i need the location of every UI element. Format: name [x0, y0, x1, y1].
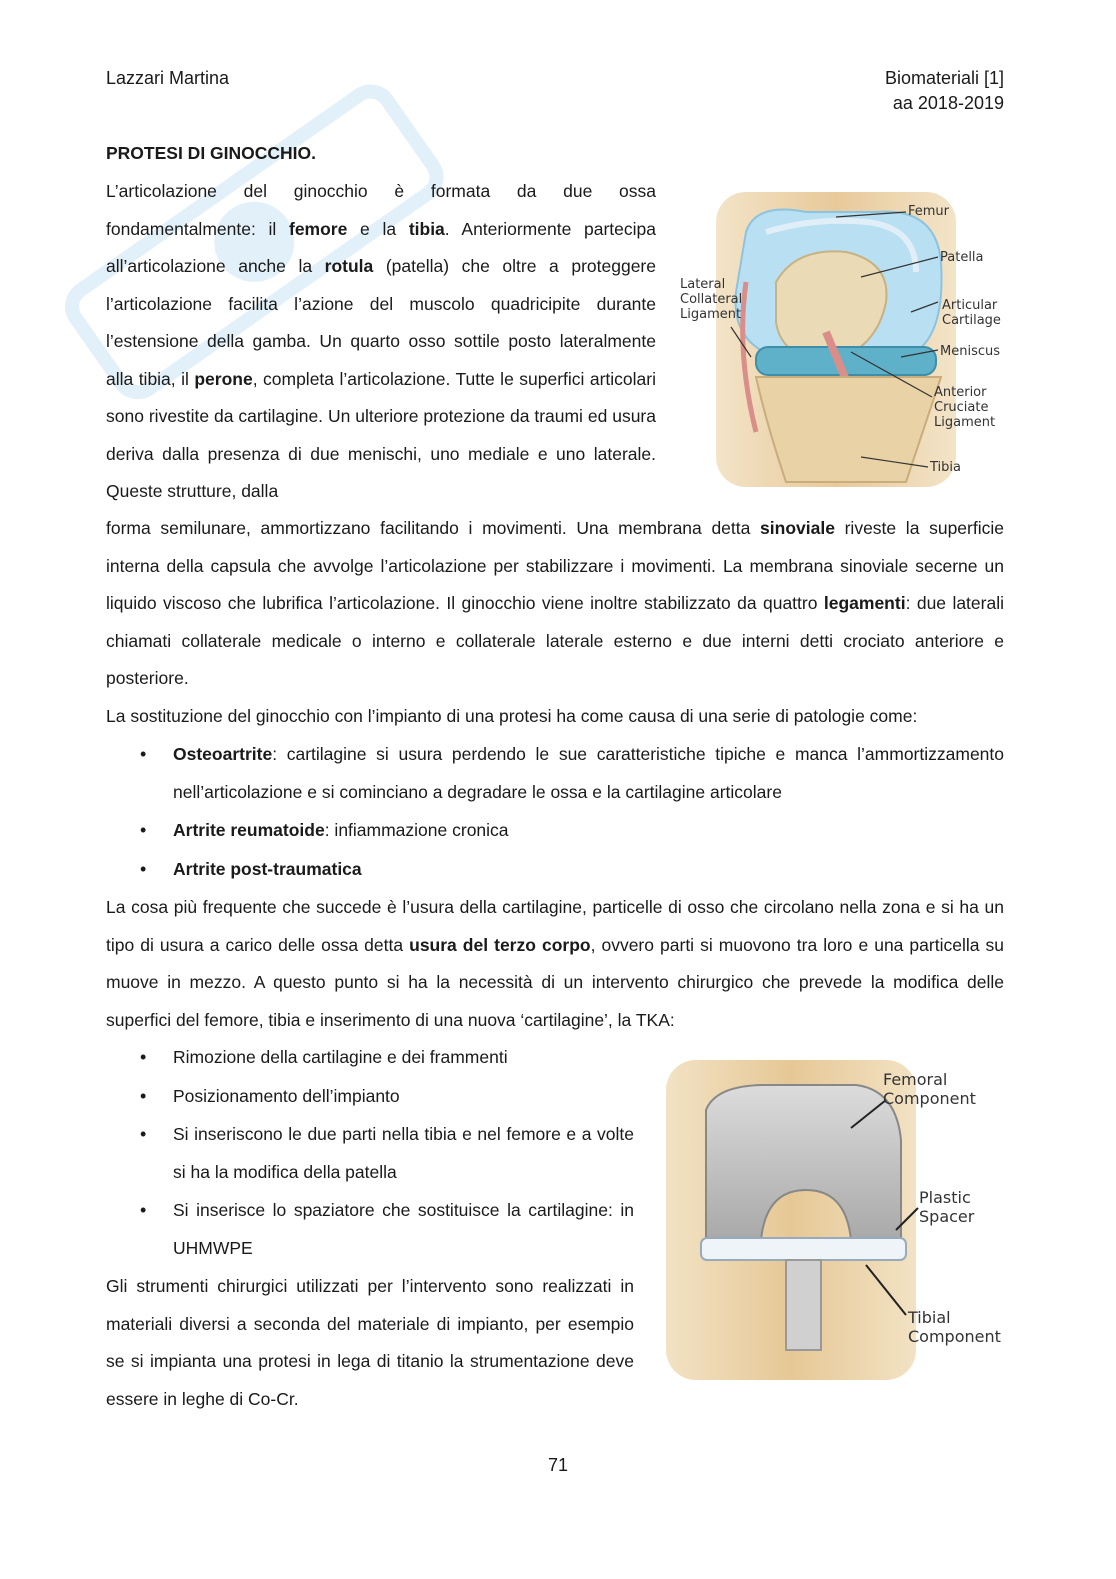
label-tibial-component: Component	[908, 1327, 1001, 1346]
list-item: • Si inserisce lo spaziatore che sostituisce la cartilagine: in UHMWPE	[106, 1192, 634, 1267]
list-item: • Rimozione della cartilagine e dei frammenti	[106, 1039, 634, 1077]
label-cruciate-ligament: Ligament	[934, 415, 996, 430]
label-femur: Femur	[908, 204, 950, 219]
knee-anatomy-figure	[676, 192, 1006, 492]
header-course: Biomateriali [1]	[884, 68, 1004, 88]
label-lateral: Lateral	[680, 277, 726, 292]
label-ligament: Ligament	[680, 307, 742, 322]
paragraph-causes: La sostituzione del ginocchio con l’impianto di una protesi ha come causa di una serie di patologie come:	[106, 706, 918, 726]
label-collateral: Collateral	[680, 292, 743, 307]
knee-implant-figure	[656, 1060, 1006, 1385]
label-tibia: Tibia	[930, 460, 961, 475]
label-femoral-component: Component	[883, 1089, 976, 1108]
procedure-steps-list	[106, 1039, 634, 1267]
pathology-list	[106, 736, 1004, 888]
list-item: • Artrite post-traumatica	[106, 851, 1004, 889]
label-cartilage: Cartilage	[942, 313, 1001, 328]
label-meniscus: Meniscus	[940, 344, 1000, 359]
list-item: • Osteoartrite: cartilagine si usura perdendo le sue caratteristiche tipiche e manca l’ammortizzamento nell’articolazione e si cominciano a degradare le ossa e la cartilagine articolare	[106, 736, 1004, 811]
label-cruciate: Cruciate	[934, 400, 989, 415]
page-number: 71	[547, 1455, 569, 1475]
section-title: PROTESI DI GINOCCHIO.	[106, 143, 317, 163]
label-articular: Articular	[942, 298, 998, 313]
list-item: • Artrite reumatoide: infiammazione cronica	[106, 812, 1004, 850]
label-patella: Patella	[940, 250, 984, 265]
header-year: aa 2018-2019	[892, 93, 1004, 113]
label-spacer: Spacer	[919, 1207, 975, 1226]
label-femoral: Femoral	[883, 1070, 948, 1089]
paragraph-intro: L’articolazione del ginocchio è formata da due ossa fondamentalmente: il femore e la tibia. Anteriormente partecipa all’articolazione anche la rotula (patella) che oltre a proteggere l’articolazione facilita l’azione del muscolo quadricipite durante l’estensione della gamba. Un quarto osso sottile posto lateralmente alla tibia, il perone, completa l’articolazione. Tutte le superfici articolari sono rivestite da cartilagine. Un ulteriore protezione da traumi ed usura deriva dalla presenza di due menischi, uno mediale e uno laterale. Queste strutture, dalla	[106, 181, 656, 501]
paragraph-intro-continued: forma semilunare, ammortizzano facilitando i movimenti. Una membrana detta sinoviale riveste la superficie interna della capsula che avvolge l’articolazione per stabilizzare i movimenti. La membrana sinoviale secerne un liquido viscoso che lubrifica l’articolazione. Il ginocchio viene inoltre stabilizzato da quattro legamenti: due laterali chiamati collaterale medicale o interno e collaterale laterale esterno e due interni detti crociato anteriore e posteriore.	[106, 518, 1004, 688]
list-item: • Si inseriscono le due parti nella tibia e nel femore e a volte si ha la modifica della patella	[106, 1116, 634, 1191]
paragraph-instruments: Gli strumenti chirurgici utilizzati per l’intervento sono realizzati in materiali diversi a seconda del materiale di impianto, per esempio se si impianta una protesi in lega di titanio la strumentazione deve essere in leghe di Co-Cr.	[106, 1276, 634, 1409]
label-plastic: Plastic	[919, 1188, 971, 1207]
paragraph-wear: La cosa più frequente che succede è l’usura della cartilagine, particelle di osso che circolano nella zona e si ha un tipo di usura a carico delle ossa detta usura del terzo corpo, ovvero parti si muovono tra loro e una particella su muove in mezzo. A questo punto si ha la necessità di un intervento chirurgico che prevede la modifica delle superfici del femore, tibia e inserimento di una nuova ‘cartilagine’, la TKA:	[106, 897, 1004, 1030]
label-anterior: Anterior	[934, 385, 987, 400]
label-tibial: Tibial	[908, 1308, 951, 1327]
header-author: Lazzari Martina	[106, 68, 230, 88]
list-item: • Posizionamento dell’impianto	[106, 1078, 634, 1116]
